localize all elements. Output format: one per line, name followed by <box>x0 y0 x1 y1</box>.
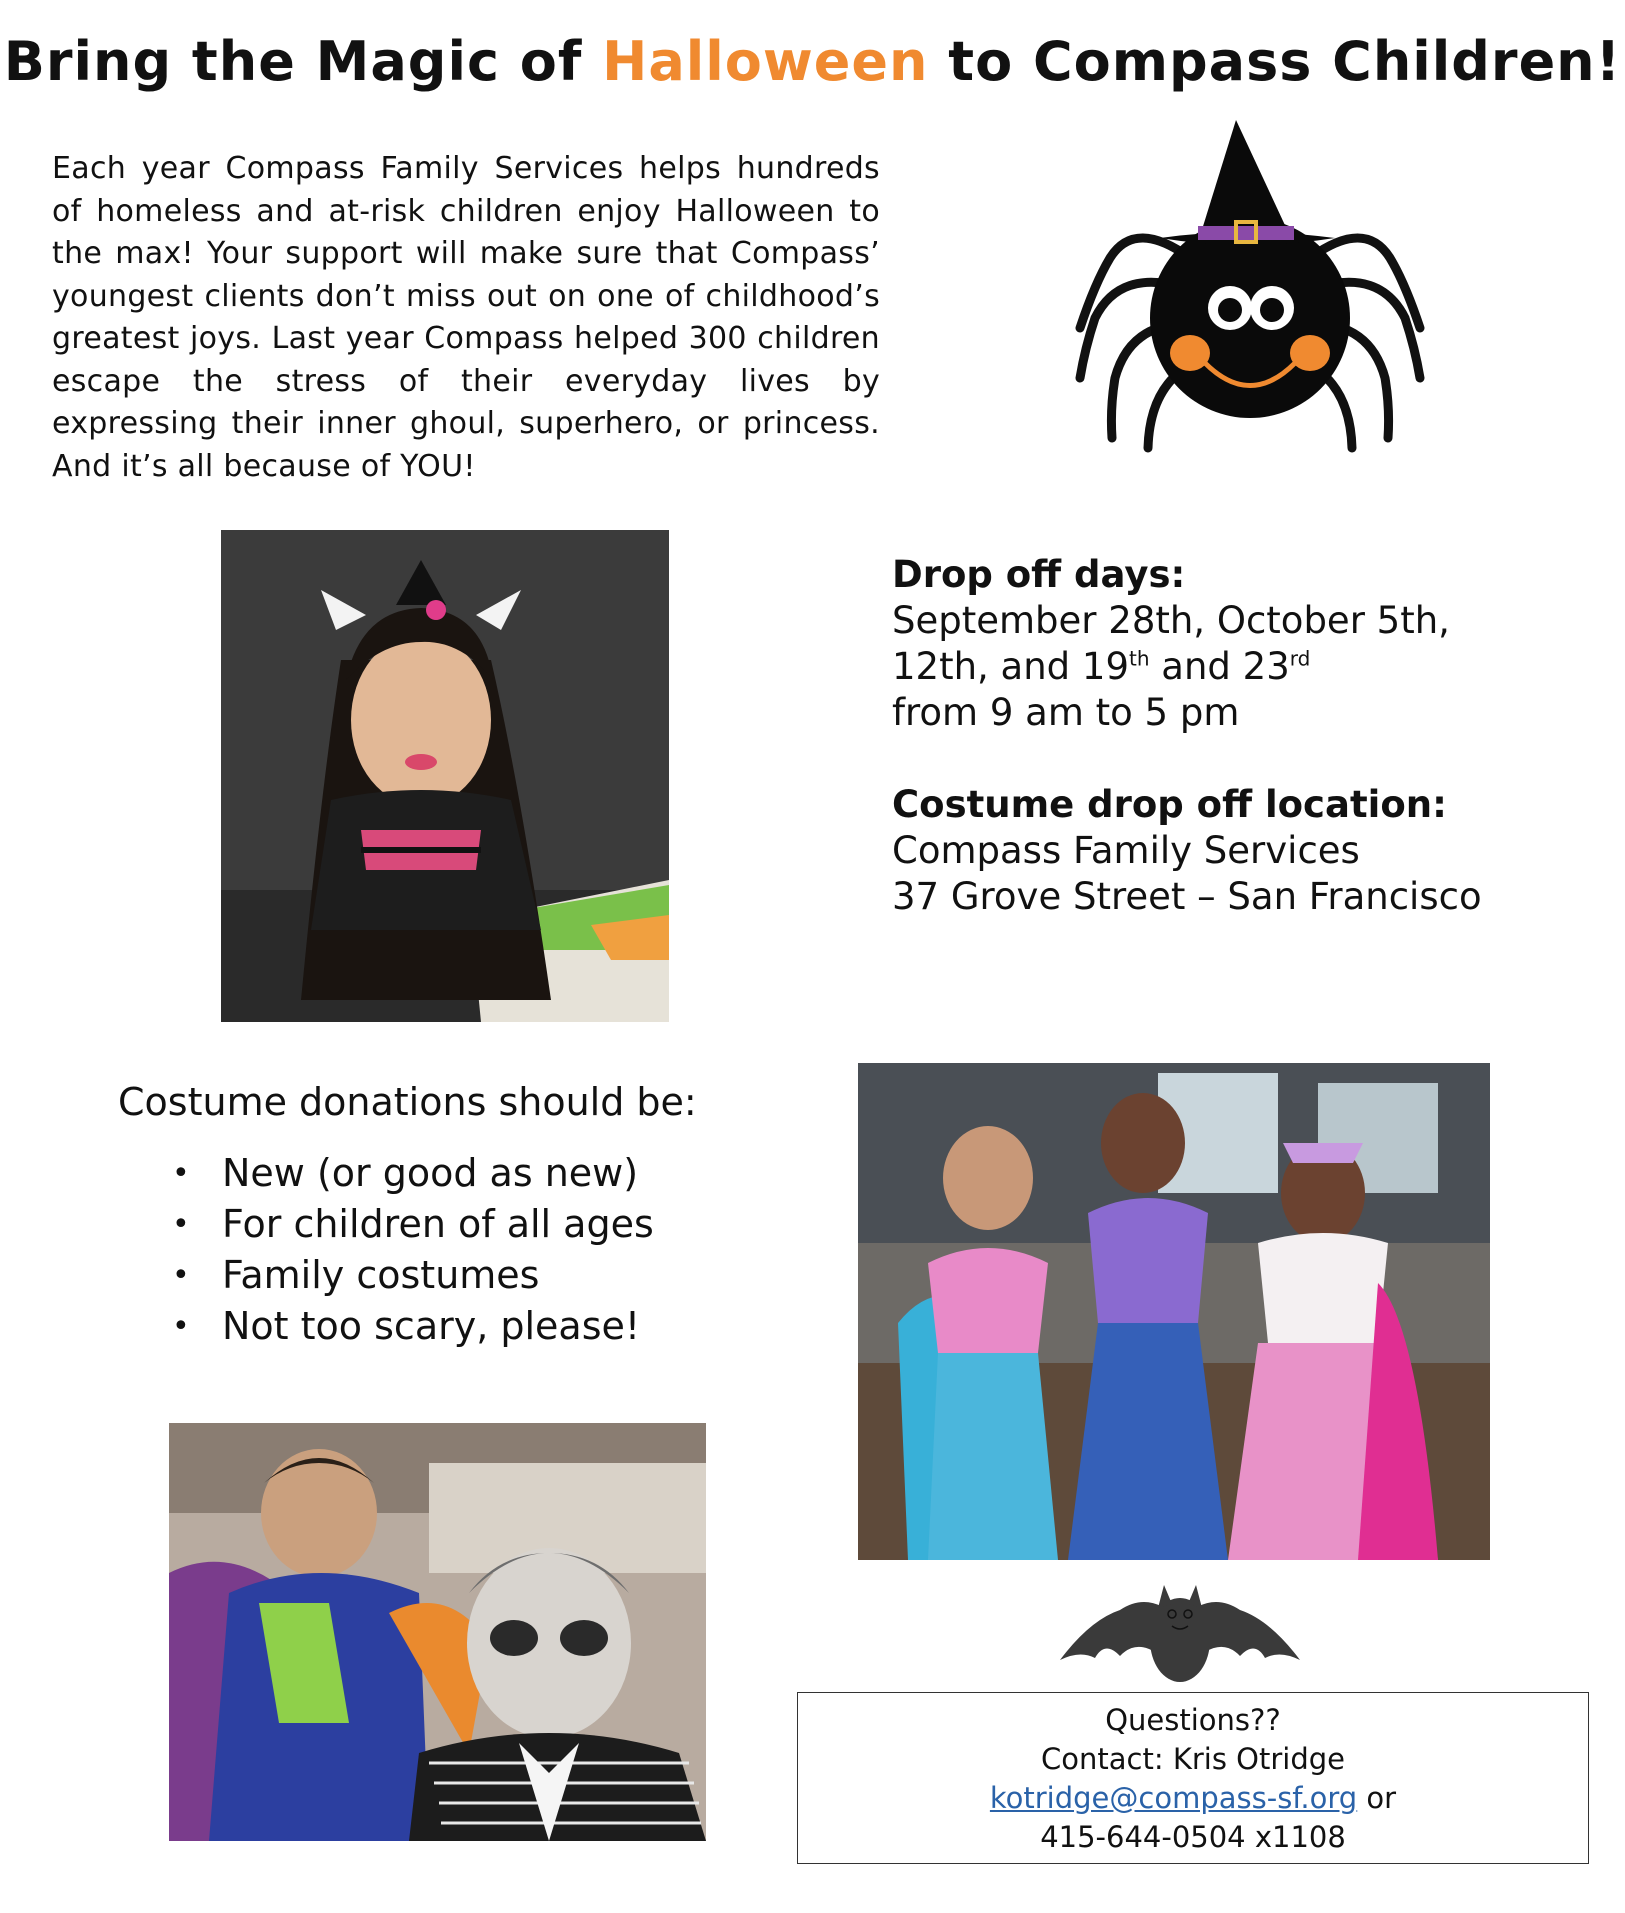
list-item-label: Family costumes <box>222 1253 540 1297</box>
dropoff-location-section <box>892 782 1592 920</box>
dropoff-days-section <box>892 552 1572 736</box>
donations-title: Costume donations should be: <box>118 1080 697 1124</box>
dropoff-heading: Drop off days: <box>892 553 1186 596</box>
list-item-label: Not too scary, please! <box>222 1304 641 1348</box>
dropoff-sup2: rd <box>1289 646 1311 671</box>
page-title <box>0 30 1625 93</box>
contact-email-link[interactable]: kotridge@compass-sf.org <box>989 1781 1358 1815</box>
contact-name: Contact: Kris Otridge <box>1041 1742 1345 1776</box>
spider-icon <box>1040 118 1460 458</box>
list-item <box>160 1148 654 1199</box>
dropoff-line2-a: 12th, and 19 <box>892 645 1130 688</box>
list-item-label: New (or good as new) <box>222 1151 639 1195</box>
bullet: • <box>172 1258 190 1293</box>
dropoff-line1: September 28th, October 5th, <box>892 599 1450 642</box>
contact-phone: 415-644-0504 x1108 <box>1040 1820 1346 1854</box>
list-item <box>160 1250 654 1301</box>
title-highlight: Halloween <box>602 30 929 93</box>
photo-girl-cat-costume <box>221 530 669 1022</box>
bat-icon <box>1060 1580 1300 1690</box>
dropoff-line2 <box>892 644 1572 690</box>
photo-girls-princess-costumes <box>858 1063 1490 1560</box>
dropoff-line3: from 9 am to 5 pm <box>892 691 1240 734</box>
list-item-label: For children of all ages <box>222 1202 654 1246</box>
list-item <box>160 1301 654 1352</box>
title-part2: to Compass Children! <box>928 30 1622 93</box>
donations-list <box>160 1148 654 1352</box>
list-item <box>160 1199 654 1250</box>
dropoff-sup1: th <box>1129 646 1150 671</box>
bullet: • <box>172 1309 190 1344</box>
dropoff-line2-b: and 23 <box>1149 645 1290 688</box>
location-line2: 37 Grove Street – San Francisco <box>892 875 1482 918</box>
title-part1: Bring the Magic of <box>3 30 603 93</box>
contact-or: or <box>1357 1781 1397 1815</box>
bullet: • <box>172 1156 190 1191</box>
contact-box <box>797 1692 1589 1864</box>
contact-questions: Questions?? <box>1105 1703 1281 1737</box>
contact-email-line <box>798 1779 1588 1818</box>
intro-paragraph: Each year Compass Family Services helps hundreds of homeless and at-risk children enjoy Halloween to the max! Your support will make sure that Compass’ youngest clients don’t miss out on one of childhood’s greatest joys. Last year Compass helped 300 children escape the stress of their everyday lives by expressing their inner ghoul, superhero, or princess. And it’s all because of YOU! <box>52 151 880 484</box>
location-line1: Compass Family Services <box>892 829 1360 872</box>
bullet: • <box>172 1207 190 1242</box>
photo-boys-costumes <box>169 1423 706 1841</box>
location-heading: Costume drop off location: <box>892 783 1447 826</box>
